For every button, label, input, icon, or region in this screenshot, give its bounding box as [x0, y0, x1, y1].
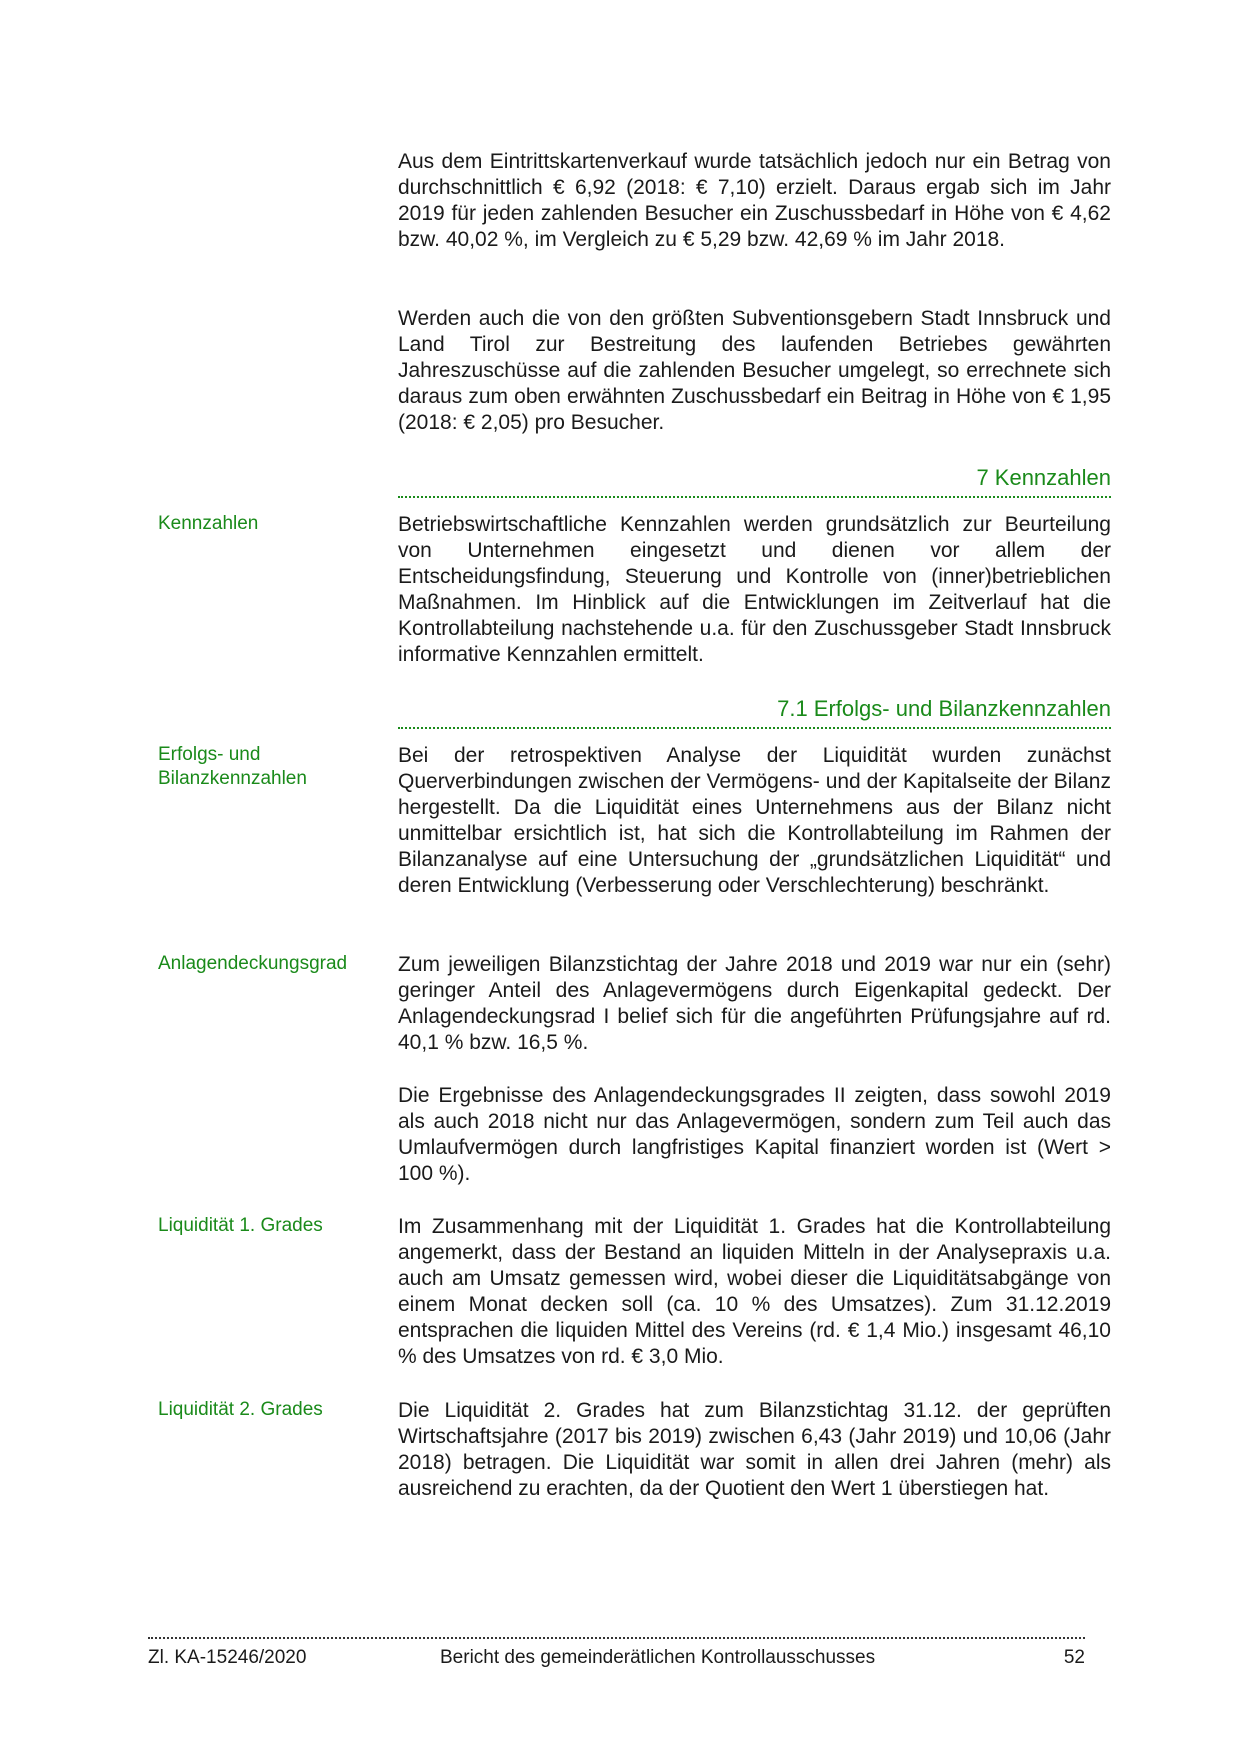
- paragraph-ticket-sales: Aus dem Eintrittskartenverkauf wurde tatsächlich jedoch nur ein Betrag von durchschnittlich € 6,92 (2018: € 7,10) erzielt. Daraus ergab sich im Jahr 2019 für jeden zahlenden Besucher ein Zuschussbedarf in Höhe von € 4,62 bzw. 40,02 %, im Vergleich zu € 5,29 bzw. 42,69 % im Jahr 2018.: [398, 150, 1111, 251]
- footer-rule: [148, 1637, 1085, 1639]
- margin-note-line: Erfolgs- und: [158, 744, 261, 765]
- margin-note-anlagendeckungsgrad: Anlagendeckungsgrad: [158, 953, 348, 974]
- section-heading-7-1: 7.1 Erfolgs- und Bilanzkennzahlen: [777, 696, 1111, 721]
- paragraph-anlagendeckungsgrad-2: Die Ergebnisse des Anlagendeckungsgrades II zeigten, dass sowohl 2019 als auch 2018 nicht nur das Anlagevermögen, sondern zum Teil auch das Umlaufvermögen durch langfristiges Kapital finanziert worden ist (Wert > 100 %).: [398, 1084, 1111, 1185]
- heading-rule: [398, 496, 1111, 498]
- footer-reference: Zl. KA-15246/2020: [148, 1647, 307, 1668]
- section-heading-7: 7 Kennzahlen: [976, 465, 1111, 490]
- paragraph-liquiditaet-2: Die Liquidität 2. Grades hat zum Bilanzstichtag 31.12. der geprüften Wirtschaftsjahre (2017 bis 2019) zwischen 6,43 (Jahr 2019) und 10,06 (Jahr 2018) betragen. Die Liquidität war somit in allen drei Jahren (mehr) als ausreichend zu erachten, da der Quotient den Wert 1 überstiegen hat.: [398, 1399, 1111, 1500]
- margin-note-line: Bilanzkennzahlen: [158, 768, 307, 789]
- paragraph-subsidies: Werden auch die von den größten Subventionsgebern Stadt Innsbruck und Land Tirol zur Bestreitung des laufenden Betriebes gewährten Jahreszuschüsse auf die zahlenden Besucher umgelegt, so errechnete sich daraus zum oben erwähnten Zuschussbedarf ein Beitrag in Höhe von € 1,95 (2018: € 2,05) pro Besucher.: [398, 307, 1111, 434]
- margin-note-liquiditaet-2: Liquidität 2. Grades: [158, 1399, 323, 1420]
- heading-rule: [398, 727, 1111, 729]
- margin-note-erfolgs-bilanzkennzahlen: [158, 743, 378, 791]
- paragraph-liquiditaet-1: Im Zusammenhang mit der Liquidität 1. Grades hat die Kontrollabteilung angemerkt, dass der Bestand an liquiden Mitteln in der Analysepraxis u.a. auch am Umsatz gemessen wird, wobei dieser die Liquiditätsabgänge von einem Monat decken soll (ca. 10 % des Umsatzes). Zum 31.12.2019 entsprachen die liquiden Mittel des Vereins (rd. € 1,4 Mio.) insgesamt 46,10 % des Umsatzes von rd. € 3,0 Mio.: [398, 1215, 1111, 1368]
- paragraph-anlagendeckungsgrad-1: Zum jeweiligen Bilanzstichtag der Jahre 2018 und 2019 war nur ein (sehr) geringer Anteil des Anlagevermögens durch Eigenkapital gedeckt. Der Anlagendeckungsrad I belief sich für die angeführten Prüfungsjahre auf rd. 40,1 % bzw. 16,5 %.: [398, 953, 1111, 1054]
- margin-note-kennzahlen: Kennzahlen: [158, 513, 259, 534]
- footer-report-title: Bericht des gemeinderätlichen Kontrollausschusses: [440, 1647, 876, 1668]
- page-number: 52: [1063, 1647, 1085, 1668]
- margin-note-liquiditaet-1: Liquidität 1. Grades: [158, 1215, 323, 1236]
- paragraph-kennzahlen: Betriebswirtschaftliche Kennzahlen werden grundsätzlich zur Beurteilung von Unternehmen eingesetzt und dienen vor allem der Entscheidungsfindung, Steuerung und Kontrolle von (inner)betrieblichen Maßnahmen. Im Hinblick auf die Entwicklungen im Zeitverlauf hat die Kontrollabteilung nachstehende u.a. für den Zuschussgeber Stadt Innsbruck informative Kennzahlen ermittelt.: [398, 513, 1111, 666]
- paragraph-liquidity-analysis: Bei der retrospektiven Analyse der Liquidität wurden zunächst Querverbindungen zwischen der Vermögens- und der Kapitalseite der Bilanz hergestellt. Da die Liquidität eines Unternehmens aus der Bilanz nicht unmittelbar ersichtlich ist, hat sich die Kontrollabteilung im Rahmen der Bilanzanalyse auf eine Untersuchung der „grundsätzlichen Liquidität“ und deren Entwicklung (Verbesserung oder Verschlechterung) beschränkt.: [398, 744, 1111, 897]
